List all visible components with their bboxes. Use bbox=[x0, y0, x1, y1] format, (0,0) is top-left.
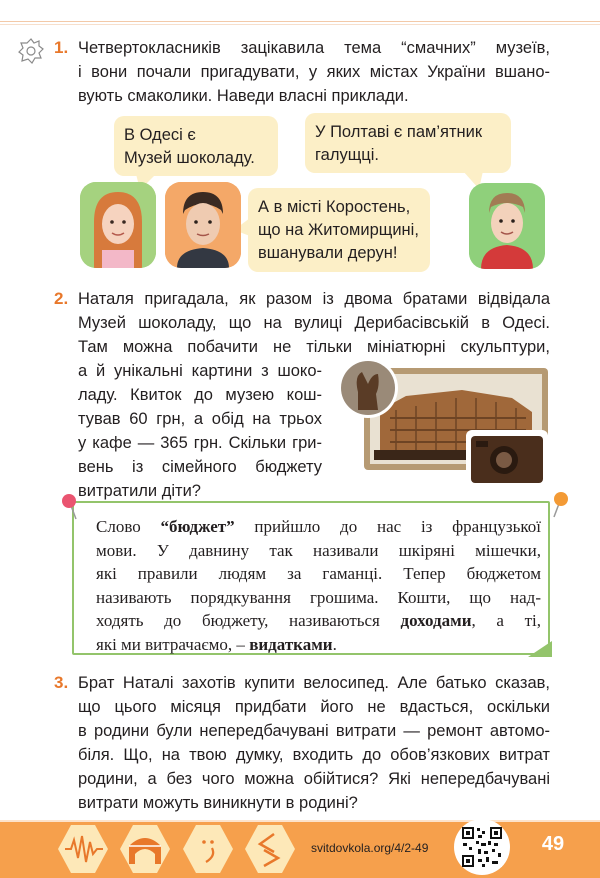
bubble-line: У Полтаві є пам’ятник bbox=[315, 123, 483, 141]
resource-link[interactable]: svitdovkola.org/4/2-49 bbox=[311, 841, 429, 855]
task-1-line: і вони почали пригадувати, у яких містах України вшано- bbox=[78, 63, 550, 81]
task-3-line: біля. Що, на твою думку, входить до обов’язкових витрат bbox=[78, 746, 550, 764]
task-2-line: Наталя пригадала, як разом із двома братами відвідала bbox=[78, 290, 550, 308]
less-greater-icon bbox=[244, 824, 296, 874]
speech-bubble-poltava bbox=[305, 113, 511, 173]
note-line: які правили людям за гаманці. Тепер бюджетом bbox=[96, 564, 541, 583]
task-3-line: в родини були непередбачувані витрати — ремонт автомо- bbox=[78, 722, 550, 740]
note-line: Слово “бюджет” прийшло до нас із французької bbox=[96, 517, 541, 536]
term-budget: “бюджет” bbox=[160, 517, 235, 536]
speech-bubble-odesa bbox=[114, 116, 278, 176]
avatar-boy-blond bbox=[469, 183, 545, 269]
task-2-line: Музей шоколаду, що на вулиці Дерибасівській в Одесі. bbox=[78, 314, 550, 332]
task-3-line: родини, а без чого можна обійтися? Які непередбачувані bbox=[78, 770, 550, 788]
term-income: доходами bbox=[400, 611, 472, 630]
task-2-line: ладу. Квиток до музею кош- bbox=[78, 386, 322, 404]
smile-icon bbox=[182, 824, 234, 874]
page-header-band bbox=[0, 0, 600, 22]
task-3-number: 3. bbox=[54, 673, 69, 692]
task-1-line: Четвертокласників зацікавила тема “смачних” музеїв, bbox=[78, 39, 550, 57]
task-1-line: вують смаколики. Наведи власні приклади. bbox=[78, 87, 409, 105]
note-line: мови. У давнину так називали шкіряні мішечки, bbox=[96, 540, 541, 560]
task-3-line: витрати можуть виникнути в родині? bbox=[78, 794, 358, 812]
note-line: які ми витрачаємо, – видатками. bbox=[96, 634, 337, 654]
pin-right-icon bbox=[548, 489, 572, 519]
task-2-line: витратили діти? bbox=[78, 482, 201, 500]
pin-left-icon bbox=[58, 491, 82, 521]
bridge-icon bbox=[119, 824, 171, 874]
task-3-text bbox=[78, 671, 550, 815]
bubble-line: А в місті Коростень, bbox=[258, 198, 411, 216]
term-expenses: видатками bbox=[249, 634, 333, 654]
task-3-line: що цього місяця придбати його не вдасться, оскільки bbox=[78, 698, 550, 716]
task-1-number: 1. bbox=[54, 38, 69, 57]
task-2-line: Там можна побачити не тільки мініатюрні скульптури, bbox=[78, 338, 550, 356]
page-number: 49 bbox=[541, 833, 565, 855]
note-line: ходять до бюджету, називаються доходами, а ті, bbox=[96, 611, 541, 630]
task-2-text-full bbox=[78, 287, 550, 359]
chocolate-museum-photos bbox=[336, 358, 548, 488]
task-2-line: вень із сімейного бюджету bbox=[78, 458, 322, 476]
task-2-line: тував 60 грн, а обід на трьох bbox=[78, 410, 322, 428]
budget-definition-text bbox=[96, 515, 541, 656]
task-2-number: 2. bbox=[54, 289, 69, 308]
puzzle-icon bbox=[16, 36, 46, 66]
task-1-text bbox=[78, 36, 550, 108]
task-3-line: Брат Наталі захотів купити велосипед. Але батько сказав, bbox=[78, 674, 550, 692]
bubble-line: вшанували дерун! bbox=[258, 244, 398, 262]
bubble-line: галущці. bbox=[315, 146, 379, 164]
bubble-line: Музей шоколаду. bbox=[124, 149, 255, 167]
sound-wave-icon bbox=[57, 824, 109, 874]
speech-bubble-korosten bbox=[248, 188, 430, 272]
avatar-girl bbox=[80, 182, 156, 268]
note-line: називають порядкування грошима. Кошти, що над- bbox=[96, 587, 541, 607]
header-divider bbox=[0, 24, 600, 25]
avatar-boy-dark-hair bbox=[165, 182, 241, 268]
qr-code[interactable] bbox=[454, 819, 510, 875]
bubble-line: що на Житомирщині, bbox=[258, 221, 419, 239]
bubble-line: В Одесі є bbox=[124, 126, 196, 144]
task-2-text-narrow bbox=[78, 359, 322, 503]
task-2-line: а й унікальні картини з шоко- bbox=[78, 362, 322, 380]
task-2-line: у кафе — 365 грн. Скільки гри- bbox=[78, 434, 322, 452]
